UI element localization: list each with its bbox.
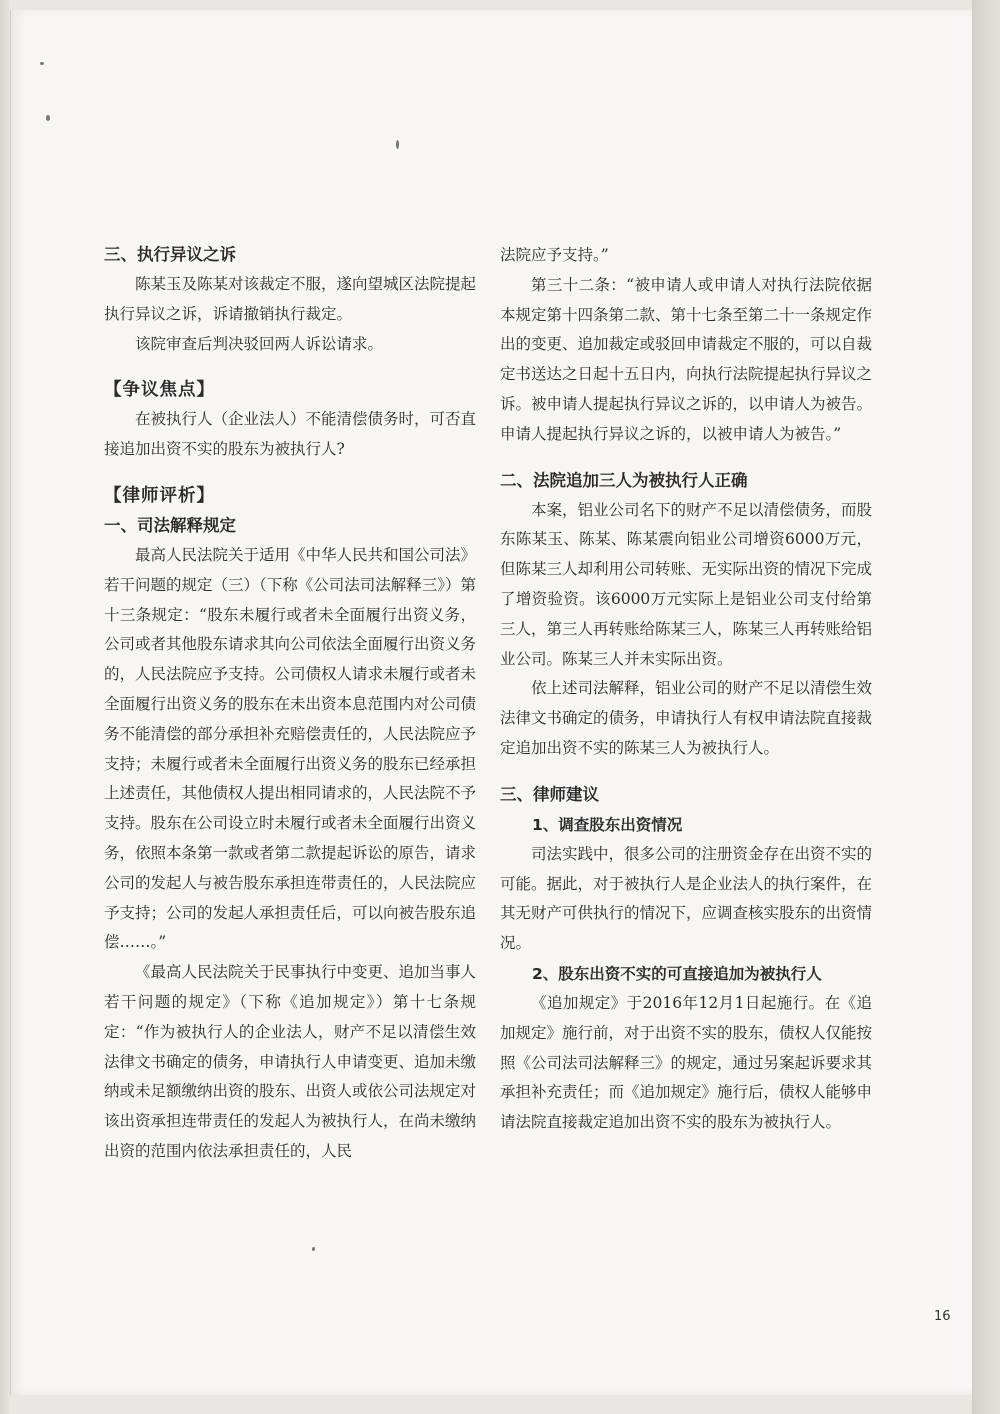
paragraph: 第三十二条：“被申请人或申请人对执行法院依据本规定第十四条第二款、第十七条至第二十一条规定作出的变更、追加裁定或驳回申请裁定不服的，可以自裁定书送达之日起十五日内，向执行法院提起执行异议之诉。被申请人提起执行异议之诉的，以申请人为被告。申请人提起执行异议之诉的，以被申请人为被告。” xyxy=(500,275,873,443)
paragraph: 在被执行人（企业法人）不能清偿债务时，可否直接追加出资不实的股东为被执行人? xyxy=(104,410,477,459)
paragraph: 《最高人民法院关于民事执行中变更、追加当事人若干问题的规定》（下称《追加规定》）第十七条规定：“作为被执行人的企业法人，财产不足以清偿生效法律文书确定的债务，申请执行人申请变更、追加未缴纳或未足额缴纳出资的股东、出资人或依公司法规定对该出资承担连带责任的发起人为被执行人，在尚未缴纳出资的范围内依法承担责任的，人民 xyxy=(104,963,477,1160)
paragraph: 司法实践中，很多公司的注册资金存在出资不实的可能。据此，对于被执行人是企业法人的执行案件，在其无财产可供执行的情况下，应调查核实股东的出资情况。 xyxy=(500,844,873,953)
section-heading: 一、司法解释规定 xyxy=(104,515,236,535)
scan-right-edge xyxy=(972,0,1000,1414)
review-heading: 【律师评析】 xyxy=(104,485,215,506)
scan-speck xyxy=(40,62,44,65)
scan-speck xyxy=(312,1247,315,1251)
scan-speck xyxy=(46,115,50,121)
section-heading: 三、律师建议 xyxy=(500,784,599,804)
section-heading: 二、法院追加三人为被执行人正确 xyxy=(500,470,748,490)
dispute-heading: 【争议焦点】 xyxy=(104,380,215,401)
paragraph: 最高人民法院关于适用《中华人民共和国公司法》若干问题的规定（三）（下称《公司法司法解释三》）第十三条规定：“股东未履行或者未全面履行出资义务，公司或者其他股东请求其向公司依法全面履行出资义务的，人民法院应予支持。公司债权人请求未履行或者未全面履行出资义务的股东在未出资本息范围内对公司债务不能清偿的部分承担补充赔偿责任的，人民法院应予支持；未履行或者未全面履行出资义务的股东已经承担上述责任，其他债权人提出相同请求的，人民法院不予支持。股东在公司设立时未履行或者未全面履行出资义务，依照本条第一款或者第二款提起诉讼的原告，请求公司的发起人与被告股东承担连带责任的，人民法院应予支持；公司的发起人承担责任后，可以向被告股东追偿……。” xyxy=(104,545,477,952)
subsection-heading: 2、股东出资不实的可直接追加为被执行人 xyxy=(532,964,822,983)
paragraph: 依上述司法解释，铝业公司的财产不足以清偿生效法律文书确定的债务，申请执行人有权申请法院直接裁定追加出资不实的陈某三人为被执行人。 xyxy=(500,679,873,757)
right-column xyxy=(500,241,872,1138)
paragraph: 该院审查后判决驳回两人诉讼请求。 xyxy=(135,334,384,353)
paragraph: 陈某玉及陈某对该裁定不服，遂向望城区法院提起执行异议之诉，诉请撤销执行裁定。 xyxy=(104,275,477,323)
paragraph: 法院应予支持。” xyxy=(500,246,609,264)
scan-speck xyxy=(396,140,399,149)
section-heading: 三、执行异议之诉 xyxy=(104,245,236,264)
left-column xyxy=(104,240,476,1167)
page-number: 16 xyxy=(934,1309,951,1324)
paragraph: 《追加规定》于2016年12月1日起施行。在《追加规定》施行前，对于出资不实的股东，债权人仅能按照《公司法司法解释三》的规定，通过另案起诉要求其承担补充责任；而《追加规定》施行后，债权人能够申请法院直接裁定追加出资不实的股东为被执行人。 xyxy=(500,993,873,1132)
subsection-heading: 1、调查股东出资情况 xyxy=(532,815,683,834)
paragraph: 本案，铝业公司名下的财产不足以清偿债务，而股东陈某玉、陈某、陈某震向铝业公司增资6000万元，但陈某三人却利用公司转账、无实际出资的情况下完成了增资验资。该6000万元实际上是铝业公司支付给第三人，第三人再转账给陈某三人，陈某三人再转账给铝业公司。陈某三人并未实际出资。 xyxy=(500,500,873,668)
